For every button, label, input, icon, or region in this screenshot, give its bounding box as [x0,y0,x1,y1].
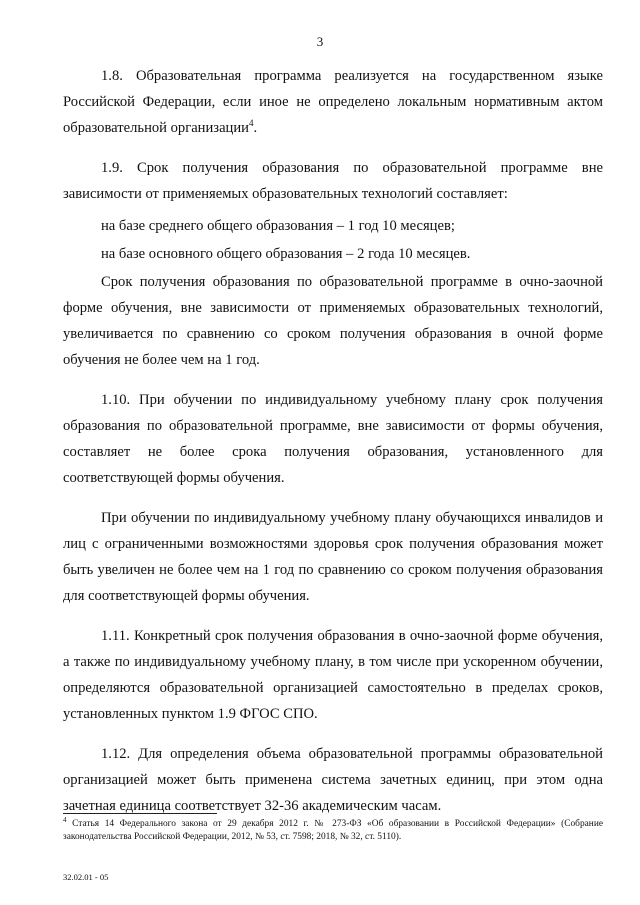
paragraph-1-12: 1.12. Для определения объема образовательной программы образовательной организацией может быть применена система зачетных единиц, при этом одна зачетная единица соответствует 32-36 академическим часам. [63,746,603,814]
paragraph-1-11: 1.11. Конкретный срок получения образования в очно-заочной форме обучения, а также по индивидуальному учебному плану, в том числе при ускоренном обучении, определяются образовательной организацией самостоятельно в пределах сроков, установленных пунктом 1.9 ФГОС СПО. [63,628,603,722]
paragraph-part-time: Срок получения образования по образовательной программе в очно-заочной форме обучения, вне зависимости от применяемых образовательных технологий, увеличивается по сравнению со сроком получения образования в очной форме обучения не более чем на 1 год. [63,274,603,368]
paragraph-1-9: 1.9. Срок получения образования по образовательной программе вне зависимости от применяемых образовательных технологий составляет: [63,160,603,202]
footnote-text: Статья 14 Федерального закона от 29 декабря 2012 г. № 273-ФЗ «Об образовании в Российской Федерации» (Собрание законодательства Российской Федерации, 2012, № 53, ст. 7598; 2018, № 32, ст. 5110). [63,819,603,842]
footnote-mark: 4 [63,816,67,824]
footnote-divider [63,813,217,814]
document-code: 32.02.01 - 05 [63,872,109,882]
footnote [63,818,603,844]
paragraph-basic-base: на базе основного общего образования – 2 года 10 месяцев. [101,246,471,262]
footnote-ref: 4 [248,118,254,128]
page-number: 3 [316,34,324,49]
paragraph-1-8: 1.8. Образовательная программа реализуется на государственном языке Российской Федерации, если иное не определено локальным нормативным актом образовательной организации$^4$. [63,68,603,136]
paragraph-1-10: 1.10. При обучении по индивидуальному учебному плану срок получения образования по образовательной программе, вне зависимости от формы обучения, составляет не более срока получения образования, установленного для соответствующей формы обучения. [63,392,603,486]
paragraph-disabled: При обучении по индивидуальному учебному плану обучающихся инвалидов и лиц с ограниченными возможностями здоровья срок получения образования может быть увеличен не более чем на 1 год по сравнению со сроком получения образования для соответствующей формы обучения. [63,510,603,604]
document-body [63,63,603,819]
paragraph-secondary-base: на базе среднего общего образования – 1 год 10 месяцев; [101,218,455,234]
